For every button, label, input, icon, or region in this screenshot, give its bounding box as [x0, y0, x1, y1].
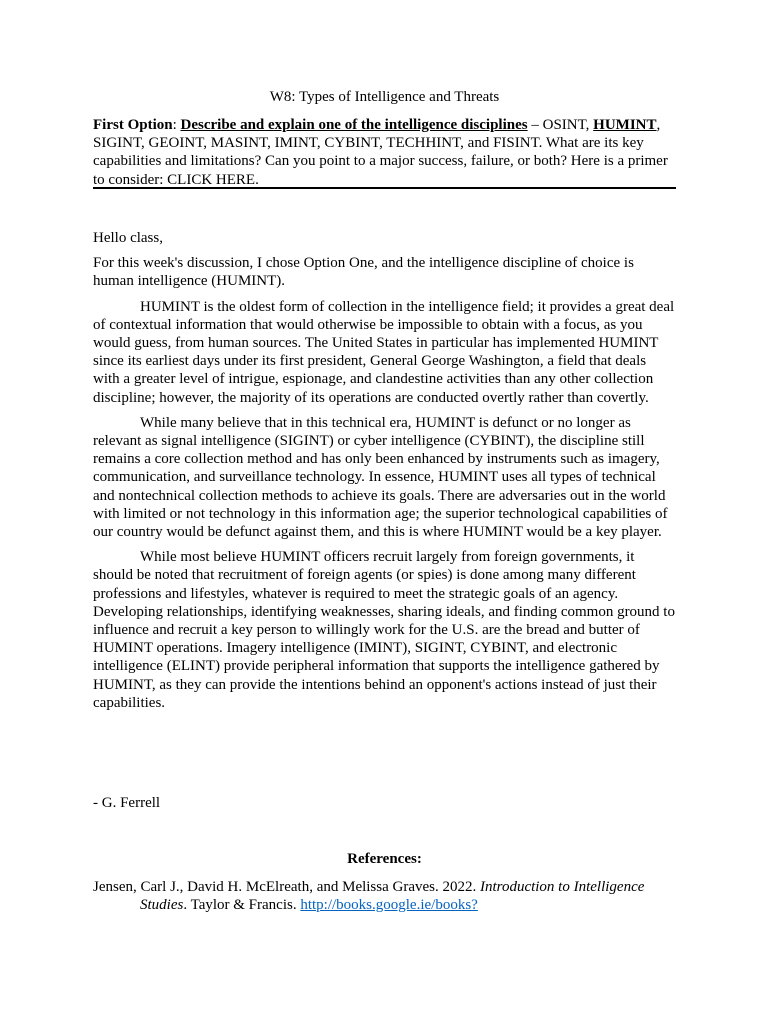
- signature: - G. Ferrell: [93, 795, 161, 811]
- prompt-rest: , SIGINT, GEOINT, MASINT, IMINT, CYBINT, TECHHINT, and FISINT. What are its key capabilities and limitations? Can you point to a major success, failure, or both? Here is a primer to consider: CLICK HERE.: [93, 117, 668, 188]
- discussion-post: [93, 229, 676, 719]
- prompt-task: Describe and explain one of the intelligence disciplines: [180, 117, 528, 133]
- paragraph-body: While most believe HUMINT officers recruit largely from foreign governments, it should be noted that recruitment of foreign agents (or spies) is done among many different professions and lifestyles, whatever is required to meet the strategic goals of an agency. Developing relationships, identifying weaknesses, sharing ideals, and finding common ground to influence and recruit a key person to willingly work for the U.S. are the bread and butter of HUMINT operations. Imagery intelligence (IMINT), SIGINT, CYBINT, and electronic intelligence (ELINT) provide peripheral information that supports the intelligence gathered by HUMINT, as they can provide the intentions behind an opponent's actions instead of just their capabilities.: [93, 549, 675, 711]
- references-heading: References:: [347, 851, 422, 867]
- reference-publisher: . Taylor & Francis.: [183, 897, 301, 914]
- reference-book-title: Introduction to Intelligence Studies: [140, 879, 645, 914]
- greeting: Hello class,: [93, 230, 163, 246]
- prompt-humint: HUMINT: [593, 117, 657, 133]
- option-label: First Option: [93, 117, 173, 133]
- reference-entry: [93, 878, 676, 914]
- reference-link[interactable]: http://books.google.ie/books?: [300, 897, 478, 914]
- reference-authors: Jensen, Carl J., David H. McElreath, and Melissa Graves. 2022.: [93, 879, 480, 895]
- paragraph-body: While many believe that in this technical era, HUMINT is defunct or no longer as relevant as signal intelligence (SIGINT) or cyber intelligence (CYBINT), the discipline still remains a core collection method and has only been enhanced by instruments such as imagery, communication, and surveillance technology. In essence, HUMINT uses all types of technical and nontechnical collection methods to achieve its goals. There are adversaries out in the world with limited or not technology in this information age; the superior technological capabilities of our country would be defunct against them, and this is where HUMINT would be a key player.: [93, 414, 668, 541]
- paragraph-body: HUMINT is the oldest form of collection in the intelligence field; it provides a great deal of contextual information that would otherwise be impossible to obtain with a focus, as you would guess, from human sources. The United States in particular has implemented HUMINT since its earliest days under its first president, General George Washington, a field that deals with a greater level of intrigue, espionage, and clandestine activities than any other collection discipline; however, the majority of its operations are conducted overtly rather than covertly.: [93, 298, 675, 406]
- assignment-prompt: [93, 116, 676, 189]
- option-colon: :: [172, 117, 181, 133]
- prompt-dash-lead: – OSINT,: [527, 117, 594, 133]
- section-divider: [93, 187, 676, 189]
- document-title: W8: Types of Intelligence and Threats: [269, 89, 500, 105]
- paragraph-intro: For this week's discussion, I chose Option One, and the intelligence discipline of choice is human intelligence (HUMINT).: [93, 255, 634, 290]
